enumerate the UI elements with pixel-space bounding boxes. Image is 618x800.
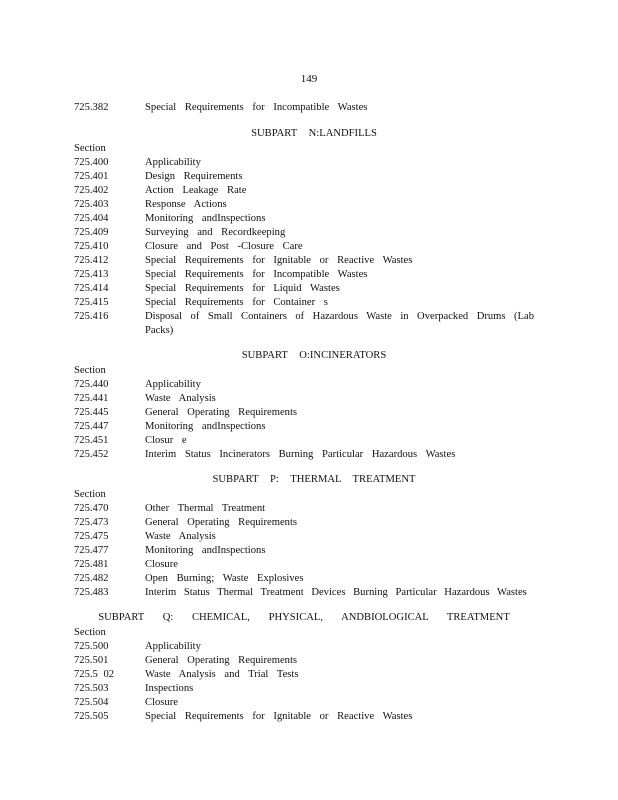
section-title: Other Thermal Treatment — [145, 503, 266, 514]
section-number: 725.505 — [74, 711, 109, 722]
section-number: 725.404 — [74, 213, 109, 224]
section-title: Surveying and Recordkeeping — [145, 227, 286, 238]
section-number: 725.451 — [74, 435, 109, 446]
section-title: Waste Analysis and Trial Tests — [145, 669, 299, 680]
section-title: Special Requirements for Container s — [145, 297, 328, 308]
section-number: 725.482 — [74, 573, 109, 584]
section-title: Special Requirements for Liquid Wastes — [145, 283, 340, 294]
section-number: 725.441 — [74, 393, 109, 404]
section-number: 725.5 02 — [74, 669, 115, 680]
toc-entry — [74, 101, 534, 115]
section-title: Applicability — [145, 641, 201, 652]
toc-entry — [74, 572, 534, 586]
section-number: 725.470 — [74, 503, 109, 514]
section-label: Section — [74, 627, 106, 638]
section-number: 725.452 — [74, 449, 109, 460]
toc-entry — [74, 558, 534, 572]
toc-entry — [74, 184, 534, 198]
section-title: General Operating Requirements — [145, 655, 298, 666]
section-title: Response Actions — [145, 199, 227, 210]
toc-entry — [74, 710, 534, 724]
section-title: Waste Analysis — [145, 531, 216, 542]
subpart-heading: SUBPART N:LANDFILLS — [251, 128, 377, 139]
toc-entry — [74, 156, 534, 170]
toc-entry — [74, 668, 534, 682]
section-title: Special Requirements for Incompatible Wastes — [145, 269, 368, 280]
toc-entry — [74, 240, 534, 254]
section-title: Monitoring andInspections — [145, 213, 266, 224]
toc-entry — [74, 640, 534, 654]
section-number: 725.447 — [74, 421, 109, 432]
section-number: 725.409 — [74, 227, 109, 238]
section-title: Applicability — [145, 379, 201, 390]
section-label: Section — [74, 489, 106, 500]
section-title: Closure and Post -Closure Care — [145, 241, 303, 252]
section-number: 725.440 — [74, 379, 109, 390]
section-title: Closure — [145, 697, 178, 708]
toc-entry — [74, 296, 534, 310]
section-number: 725.400 — [74, 157, 109, 168]
page-number: 149 — [300, 73, 318, 85]
section-title: General Operating Requirements — [145, 517, 298, 528]
subpart-heading: SUBPART O:INCINERATORS — [241, 350, 387, 361]
section-number: 725.501 — [74, 655, 109, 666]
toc-entry — [74, 392, 534, 406]
toc-entry — [74, 682, 534, 696]
subpart-heading: SUBPART P: THERMAL TREATMENT — [212, 474, 416, 485]
section-title: Interim Status Incinerators Burning Particular Hazardous Wastes — [145, 449, 456, 460]
toc-entry — [74, 434, 534, 448]
section-title: Action Leakage Rate — [145, 185, 247, 196]
section-number: 725.403 — [74, 199, 109, 210]
section-title: Closur e — [145, 435, 187, 446]
section-label: Section — [74, 143, 106, 154]
section-number: 725.401 — [74, 171, 109, 182]
section-title: Waste Analysis — [145, 393, 216, 404]
section-number: 725.414 — [74, 283, 109, 294]
section-title: General Operating Requirements — [145, 407, 298, 418]
section-title: Applicability — [145, 157, 201, 168]
toc-content — [74, 101, 534, 724]
toc-entry — [74, 378, 534, 392]
toc-entry — [74, 544, 534, 558]
section-number: 725.382 — [74, 102, 109, 113]
toc-entry — [74, 420, 534, 434]
toc-entry — [74, 310, 534, 338]
toc-entry — [74, 654, 534, 668]
section-title: Monitoring andInspections — [145, 545, 266, 556]
section-title: Disposal of Small Containers of Hazardous Waste in Overpacked Drums (Lab Packs) — [145, 311, 534, 336]
section-number: 725.413 — [74, 269, 109, 280]
section-number: 725.475 — [74, 531, 109, 542]
section-title: Monitoring andInspections — [145, 421, 266, 432]
toc-entry — [74, 226, 534, 240]
toc-entry — [74, 516, 534, 530]
toc-entry — [74, 530, 534, 544]
toc-entry — [74, 282, 534, 296]
toc-entry — [74, 212, 534, 226]
section-number: 725.415 — [74, 297, 109, 308]
section-title: Interim Status Thermal Treatment Devices Burning Particular Hazardous Wastes — [145, 587, 527, 598]
subpart-heading: SUBPART Q: CHEMICAL, PHYSICAL, ANDBIOLOGICAL TREATMENT — [98, 612, 510, 623]
section-number: 725.500 — [74, 641, 109, 652]
section-number: 725.481 — [74, 559, 109, 570]
section-number: 725.473 — [74, 517, 109, 528]
toc-entry — [74, 198, 534, 212]
section-title: Special Requirements for Ignitable or Reactive Wastes — [145, 255, 413, 266]
section-number: 725.477 — [74, 545, 109, 556]
section-number: 725.503 — [74, 683, 109, 694]
toc-entry — [74, 502, 534, 516]
toc-entry — [74, 170, 534, 184]
section-title: Special Requirements for Incompatible Wastes — [145, 102, 368, 113]
section-title: Design Requirements — [145, 171, 243, 182]
section-number: 725.445 — [74, 407, 109, 418]
section-title: Inspections — [145, 683, 194, 694]
toc-entry — [74, 586, 534, 600]
section-number: 725.483 — [74, 587, 109, 598]
toc-entry — [74, 696, 534, 710]
toc-entry — [74, 406, 534, 420]
toc-entry — [74, 254, 534, 268]
section-label: Section — [74, 365, 106, 376]
section-title: Special Requirements for Ignitable or Reactive Wastes — [145, 711, 413, 722]
section-number: 725.410 — [74, 241, 109, 252]
toc-entry — [74, 448, 534, 462]
section-title: Open Burning; Waste Explosives — [145, 573, 304, 584]
toc-entry — [74, 268, 534, 282]
section-number: 725.504 — [74, 697, 109, 708]
section-number: 725.416 — [74, 311, 109, 322]
section-title: Closure — [145, 559, 178, 570]
section-number: 725.402 — [74, 185, 109, 196]
section-number: 725.412 — [74, 255, 109, 266]
